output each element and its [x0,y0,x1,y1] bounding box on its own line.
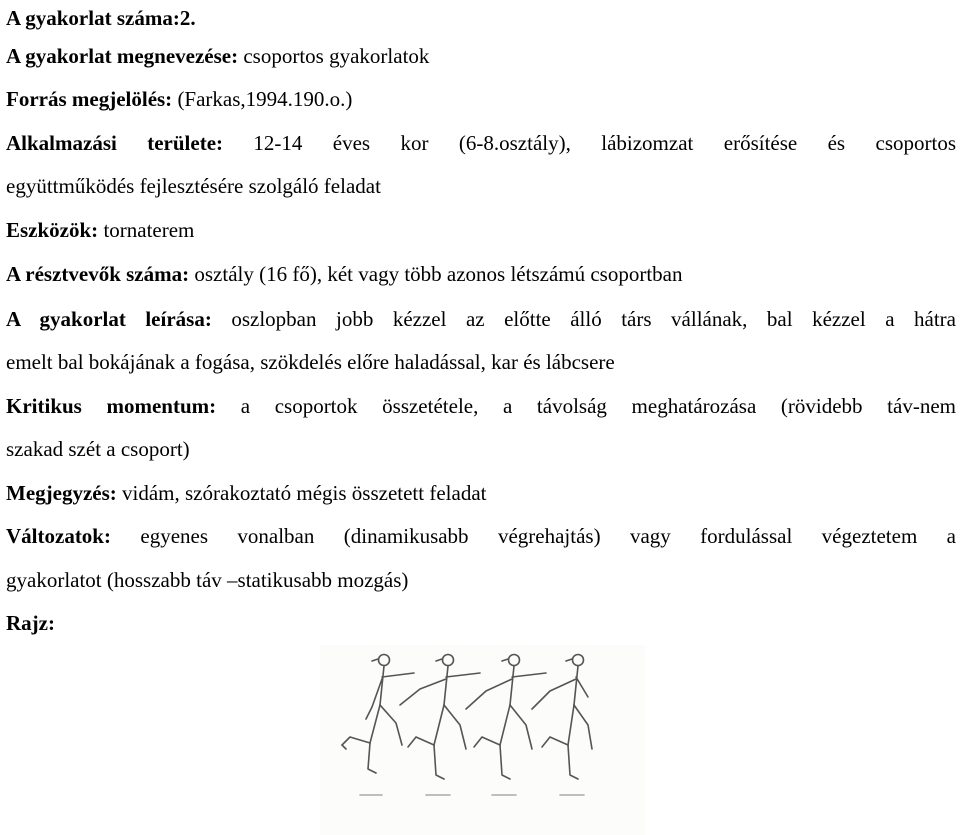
stick-figure-drawing [320,645,645,835]
variants-line-2 [6,568,408,592]
description-line-2 [6,350,615,374]
critical-label: Kritikus momentum: [6,394,217,418]
exercise-number-value: 2. [179,6,196,30]
stick-figures-icon [320,645,645,835]
source-line [6,87,352,111]
participants-line [6,262,683,286]
description-value-1: oszlopban jobb kézzel az előtte álló társ vállának, bal kézzel a hátra [211,307,956,331]
figure-1 [342,655,414,774]
variants-value-2: gyakorlatot (hosszabb táv –statikusabb mozgás) [6,568,409,592]
exercise-number-line [6,6,196,30]
participants-value: osztály (16 fő), két vagy több azonos létszámú csoportban [189,262,683,286]
critical-line-1 [6,394,956,418]
note-line [6,481,486,505]
critical-line-2 [6,437,190,461]
exercise-number-label: A gyakorlat száma: [6,6,180,30]
exercise-name-value: csoportos gyakorlatok [238,44,430,68]
application-value-2: együttműködés fejlesztésére szolgáló feladat [6,174,381,198]
variants-label: Változatok: [6,524,111,548]
exercise-name-label: A gyakorlat megnevezése: [6,44,239,68]
variants-line-1 [6,524,956,548]
source-label: Forrás megjelölés: [6,87,173,111]
application-label: Alkalmazási területe: [6,131,224,155]
description-value-2: emelt bal bokájának a fogása, szökdelés előre haladással, kar és lábcsere [6,350,615,374]
description-line-1 [6,307,956,331]
application-value-1: 12-14 éves kor (6-8.osztály), lábizomzat erősítése és csoportos [223,131,956,155]
application-line-1 [6,131,956,155]
exercise-name-line [6,44,429,68]
drawing-line [6,611,55,635]
tools-value: tornaterem [98,218,195,242]
application-line-2 [6,174,381,198]
note-value: vidám, szórakoztató mégis összetett feladat [116,481,487,505]
drawing-label: Rajz: [6,611,55,635]
tools-label: Eszközök: [6,218,99,242]
note-label: Megjegyzés: [6,481,117,505]
critical-value-1: a csoportok összetétele, a távolság meghatározása (rövidebb táv-nem [216,394,956,418]
source-value: (Farkas,1994.190.o.) [172,87,353,111]
variants-value-1: egyenes vonalban (dinamikusabb végrehajtás) vagy fordulással végeztetem a [110,524,956,548]
description-label: A gyakorlat leírása: [6,307,212,331]
critical-value-2: szakad szét a csoport) [6,437,190,461]
participants-label: A résztvevők száma: [6,262,190,286]
tools-line [6,218,194,242]
